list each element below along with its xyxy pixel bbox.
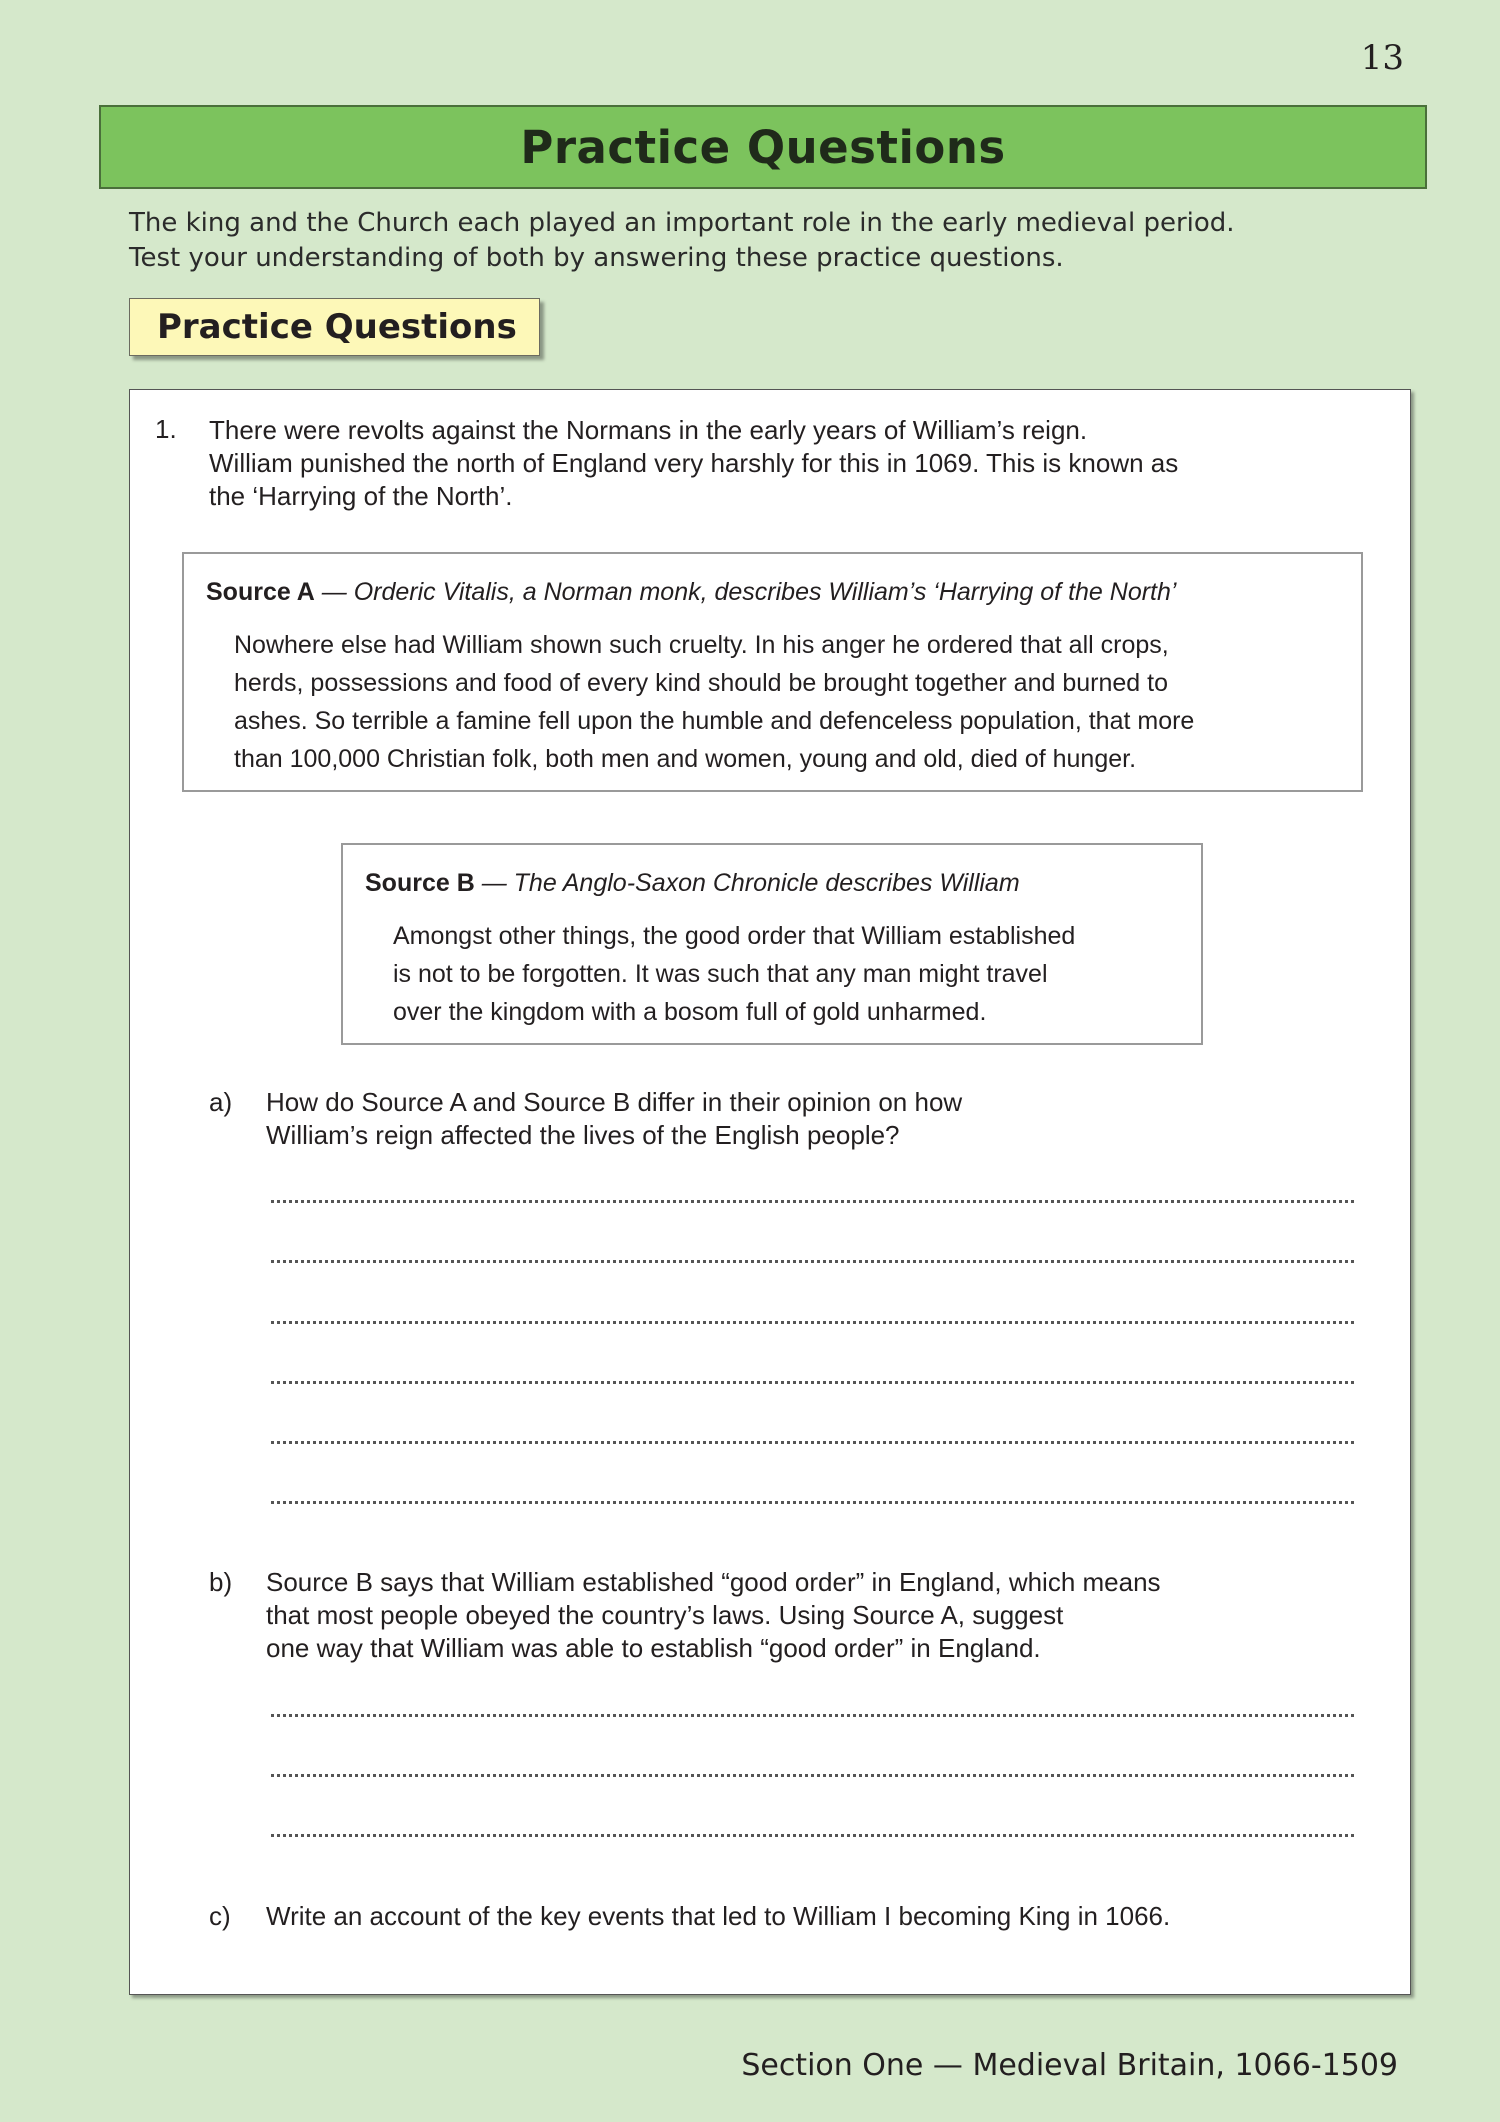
quote-line: Nowhere else had William shown such cruelty. In his anger he ordered that all crops, xyxy=(234,631,1169,659)
quote-line: than 100,000 Christian folk, both men and women, young and old, died of hunger. xyxy=(234,745,1137,773)
source-b-heading xyxy=(365,869,1020,898)
quote-line: is not to be forgotten. It was such that any man might travel xyxy=(393,960,1048,988)
page-number: 13 xyxy=(1360,38,1404,78)
part-a-line: How do Source A and Source B differ in their opinion on how xyxy=(266,1087,963,1117)
part-b-line: Source B says that William established “good order” in England, which means xyxy=(266,1567,1161,1597)
part-c-line: Write an account of the key events that led to William I becoming King in 1066. xyxy=(266,1901,1171,1931)
section-label-text: Practice Questions xyxy=(157,307,517,347)
quote-line: Amongst other things, the good order that William established xyxy=(393,922,1076,950)
quote-line: ashes. So terrible a famine fell upon the humble and defenceless population, that more xyxy=(234,707,1195,735)
question-number: 1. xyxy=(155,414,177,444)
answer-line[interactable] xyxy=(271,1834,1354,1837)
footer-section-title: Section One — Medieval Britain, 1066-1509 xyxy=(741,2048,1398,2083)
source-a-description: — Orderic Vitalis, a Norman monk, describes William’s ‘Harrying of the North’ xyxy=(314,578,1177,606)
source-a-heading xyxy=(206,578,1176,607)
part-a-text xyxy=(266,1086,1266,1152)
answer-line[interactable] xyxy=(271,1381,1354,1384)
page-title-bar xyxy=(99,105,1427,189)
section-label xyxy=(129,298,540,356)
quote-line: over the kingdom with a bosom full of gold unharmed. xyxy=(393,998,987,1026)
source-a-box xyxy=(182,552,1363,792)
quote-line: herds, possessions and food of every kind should be brought together and burned to xyxy=(234,669,1168,697)
part-b-line: one way that William was able to establish “good order” in England. xyxy=(266,1633,1041,1663)
answer-line[interactable] xyxy=(271,1200,1354,1203)
intro-line: Test your understanding of both by answering these practice questions. xyxy=(129,243,1064,273)
part-c-letter: c) xyxy=(209,1901,231,1931)
answer-line[interactable] xyxy=(271,1441,1354,1444)
question-line: the ‘Harrying of the North’. xyxy=(209,481,513,511)
question-line: William punished the north of England very harshly for this in 1069. This is known as xyxy=(209,448,1179,478)
part-c-text xyxy=(266,1900,1266,1933)
answer-line[interactable] xyxy=(271,1774,1354,1777)
answer-line[interactable] xyxy=(271,1501,1354,1504)
answer-line[interactable] xyxy=(271,1260,1354,1263)
intro-line: The king and the Church each played an important role in the early medieval period. xyxy=(129,208,1235,238)
question-text xyxy=(209,414,1309,513)
part-b-letter: b) xyxy=(209,1567,233,1597)
source-b-quote xyxy=(393,917,1183,1031)
part-b-text xyxy=(266,1566,1266,1665)
part-a-line: William’s reign affected the lives of the English people? xyxy=(266,1120,900,1150)
part-a-letter: a) xyxy=(209,1087,233,1117)
page-title: Practice Questions xyxy=(520,120,1006,174)
answer-line[interactable] xyxy=(271,1714,1354,1717)
part-b-line: that most people obeyed the country’s laws. Using Source A, suggest xyxy=(266,1600,1064,1630)
source-a-label: Source A xyxy=(206,578,315,606)
source-b-label: Source B xyxy=(365,869,475,897)
answer-line[interactable] xyxy=(271,1321,1354,1324)
question-line: There were revolts against the Normans in the early years of William’s reign. xyxy=(209,415,1088,445)
intro-text xyxy=(129,206,1379,276)
source-b-box xyxy=(341,843,1203,1045)
source-a-quote xyxy=(234,626,1344,778)
source-b-description: — The Anglo-Saxon Chronicle describes William xyxy=(474,869,1020,897)
question-box xyxy=(129,389,1411,1995)
